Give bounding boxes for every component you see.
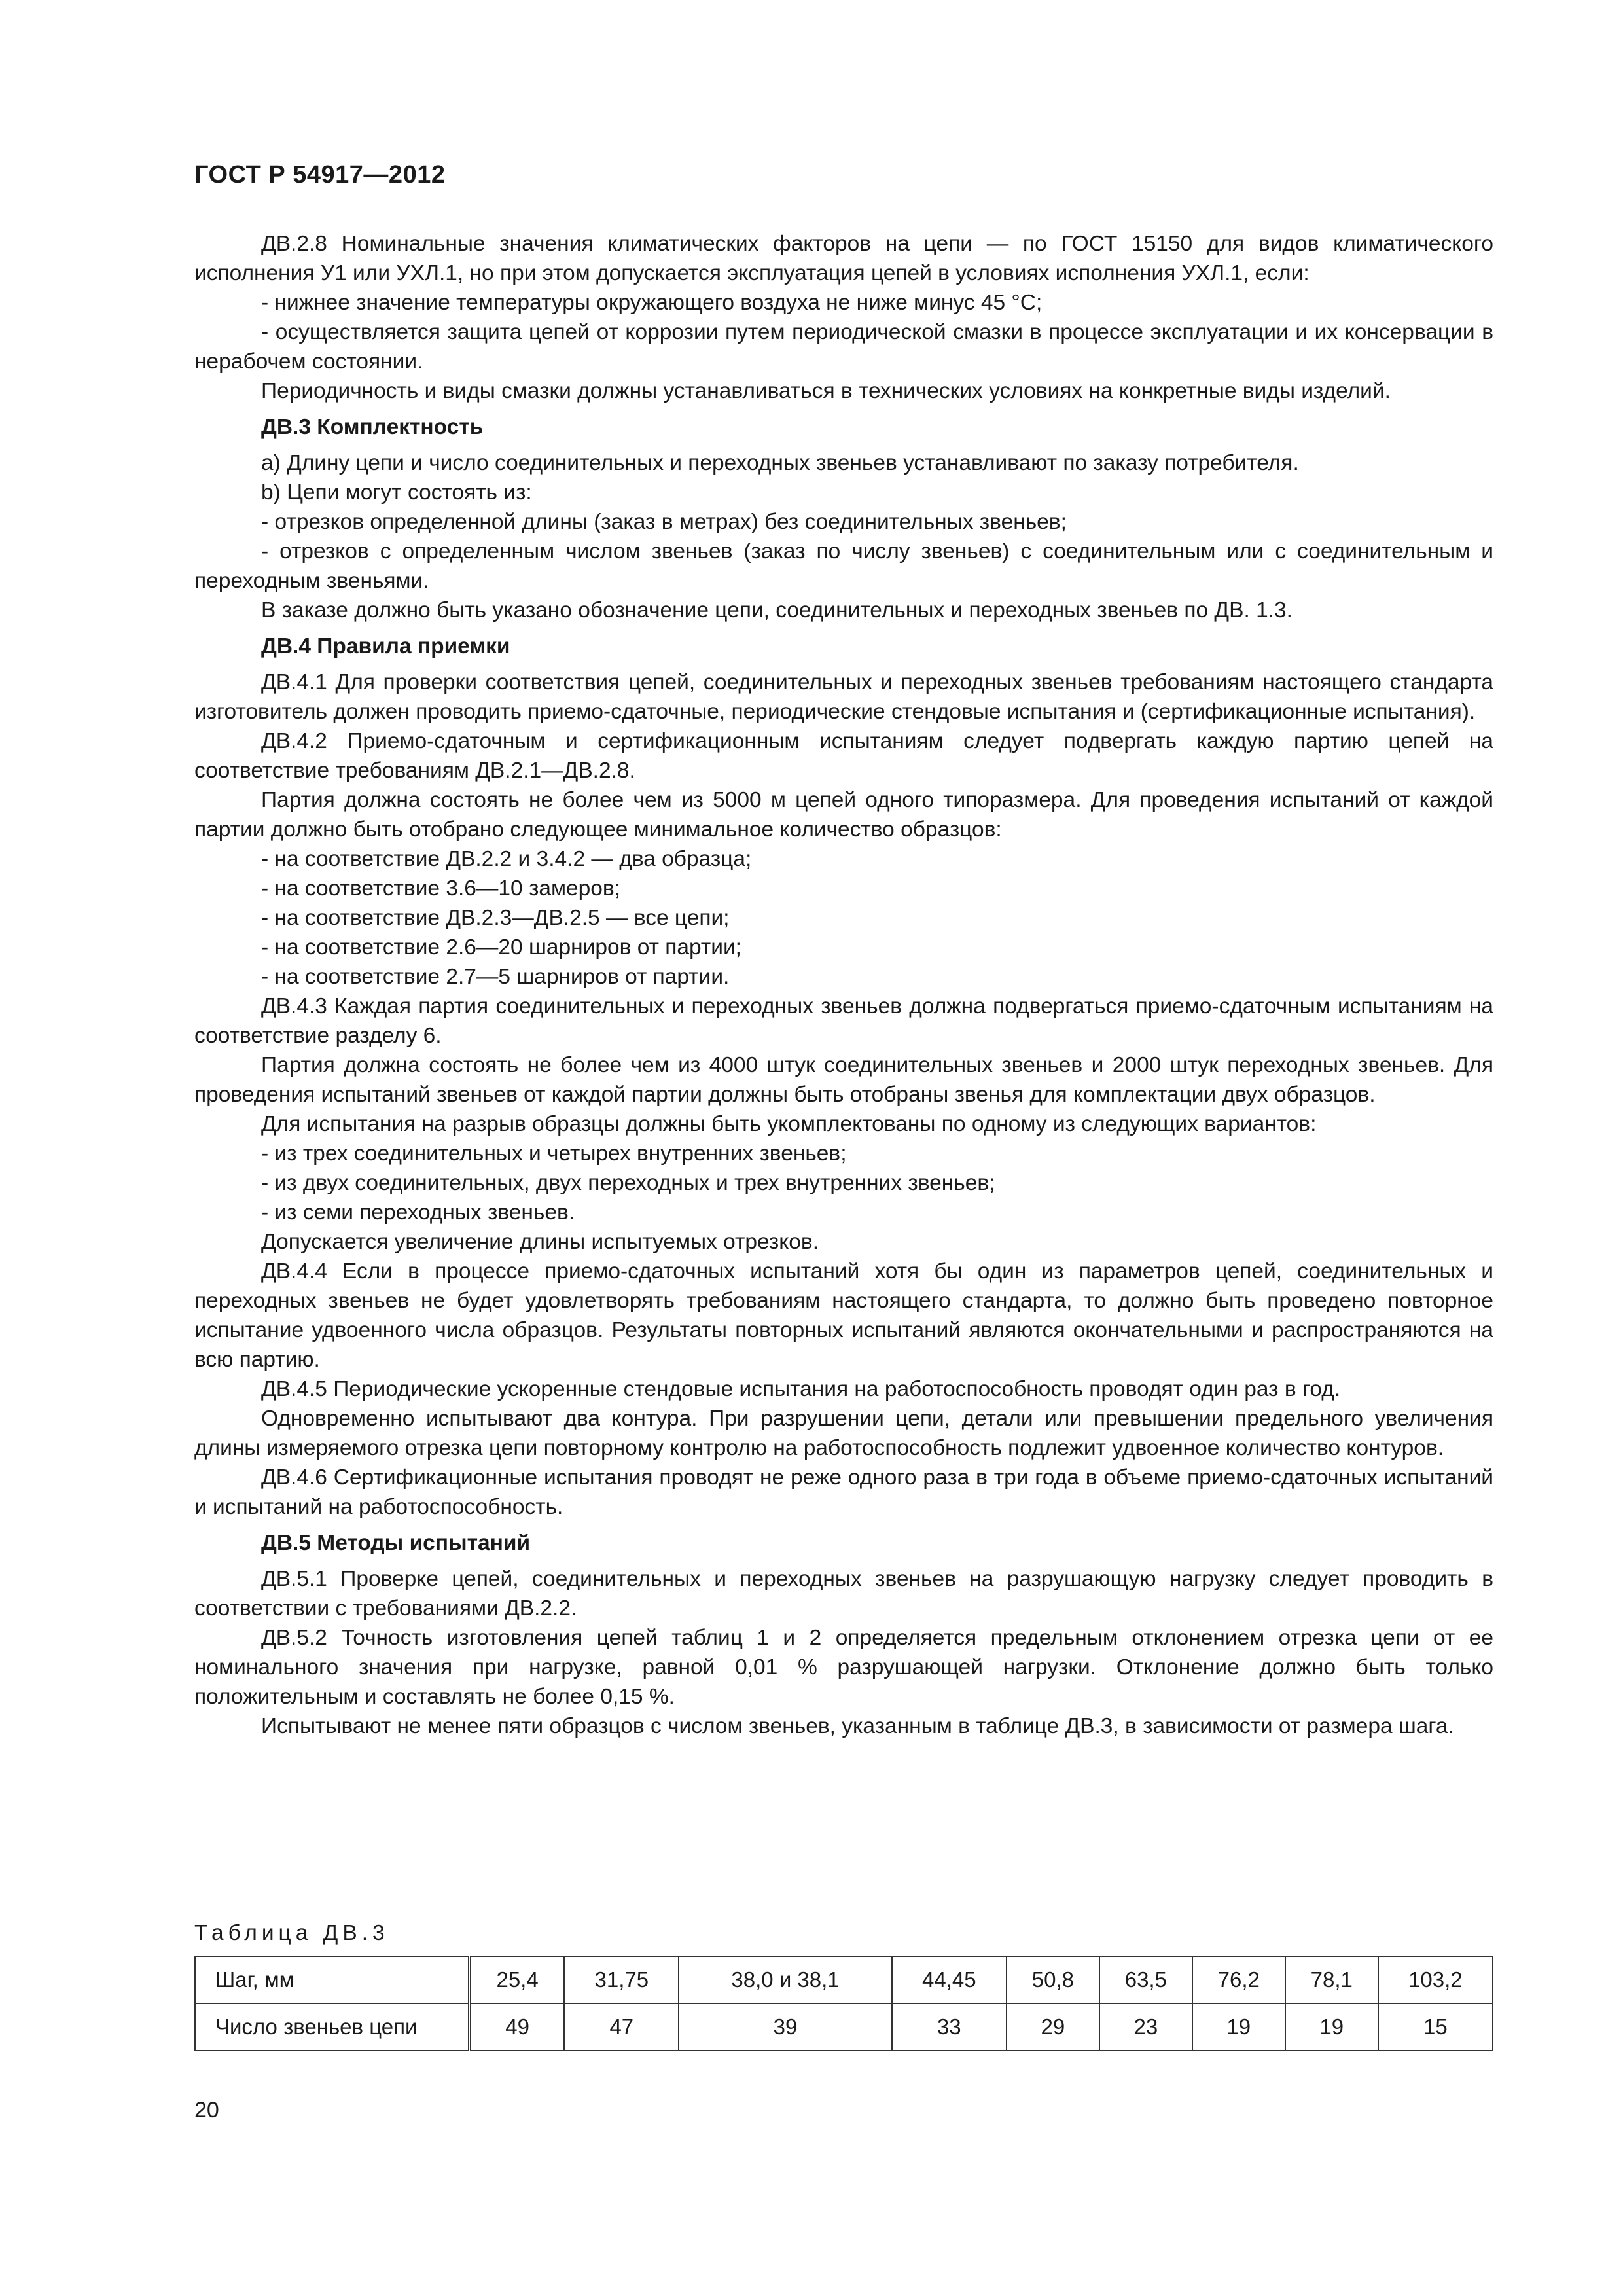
- list-item: - осуществляется защита цепей от коррозии путем периодической смазки в процессе эксплуатации и их консервации в нерабочем состоянии.: [194, 320, 1493, 374]
- paragraph: Допускается увеличение длины испытуемых отрезков.: [261, 1230, 819, 1254]
- table-cell: 29: [1007, 2003, 1099, 2051]
- list-item: b) Цепи могут состоять из:: [261, 480, 532, 505]
- paragraph: Для испытания на разрыв образцы должны быть укомплектованы по одному из следующих вариантов:: [261, 1112, 1317, 1136]
- table-cell: 39: [679, 2003, 891, 2051]
- page-number: 20: [194, 2098, 219, 2123]
- table-row: [195, 2003, 1493, 2051]
- list-item: - из семи переходных звеньев.: [261, 1200, 575, 1225]
- list-item: - на соответствие 2.6—20 шарниров от партии;: [261, 935, 741, 960]
- table-cell: 19: [1192, 2003, 1285, 2051]
- paragraph: Одновременно испытывают два контура. При разрушении цепи, детали или превышении предельного увеличения длины измеряемого отрезка цепи повторному контролю на работоспособность подлежит удвоенное количество контуров.: [194, 1407, 1493, 1460]
- table-row-header: Число звеньев цепи: [195, 2003, 470, 2051]
- list-item: - на соответствие ДВ.2.2 и 3.4.2 — два образца;: [261, 847, 752, 871]
- table-cell: 44,45: [892, 1956, 1007, 2003]
- clause-dv-4-3: ДВ.4.3 Каждая партия соединительных и переходных звеньев должна подвергаться приемо-сдаточным испытаниям на соответствие разделу 6.: [194, 994, 1493, 1048]
- clause-dv-4-2: ДВ.4.2 Приемо-сдаточным и сертификационным испытаниям следует подвергать каждую партию цепей на соответствие требованиям ДВ.2.1—ДВ.2.8.: [194, 729, 1493, 783]
- table-cell: 76,2: [1192, 1956, 1285, 2003]
- clause-dv-4-6: ДВ.4.6 Сертификационные испытания проводят не реже одного раза в три года в объеме приемо-сдаточных испытаний и испытаний на работоспособность.: [194, 1465, 1493, 1519]
- paragraph: Испытывают не менее пяти образцов с числом звеньев, указанным в таблице ДВ.3, в зависимости от размера шага.: [261, 1714, 1454, 1738]
- list-item: - на соответствие 2.7—5 шарниров от партии.: [261, 965, 730, 989]
- document-id-header: ГОСТ Р 54917—2012: [194, 161, 446, 188]
- list-item: - отрезков определенной длины (заказ в метрах) без соединительных звеньев;: [261, 510, 1067, 534]
- paragraph: Периодичность и виды смазки должны устанавливаться в технических условиях на конкретные виды изделий.: [261, 379, 1391, 403]
- list-item: - из трех соединительных и четырех внутренних звеньев;: [261, 1141, 847, 1166]
- paragraph: Партия должна состоять не более чем из 5000 м цепей одного типоразмера. Для проведения испытаний от каждой партии должно быть отобрано следующее минимальное количество образцов:: [194, 788, 1493, 842]
- table-cell: 49: [470, 2003, 565, 2051]
- table-cell: 31,75: [564, 1956, 679, 2003]
- table-cell: 23: [1099, 2003, 1192, 2051]
- table-cell: 38,0 и 38,1: [679, 1956, 891, 2003]
- table-cell: 33: [892, 2003, 1007, 2051]
- table-cell: 15: [1378, 2003, 1493, 2051]
- table-cell: 63,5: [1099, 1956, 1192, 2003]
- table-row: [195, 1956, 1493, 2003]
- list-item: - на соответствие ДВ.2.3—ДВ.2.5 — все цепи;: [261, 906, 730, 930]
- clause-dv-2-8: ДВ.2.8 Номинальные значения климатических факторов на цепи — по ГОСТ 15150 для видов климатического исполнения У1 или УХЛ.1, но при этом допускается эксплуатация цепей в условиях исполнения УХЛ.1, если:: [194, 232, 1493, 285]
- table-cell: 78,1: [1285, 1956, 1378, 2003]
- table-cell: 50,8: [1007, 1956, 1099, 2003]
- document-body: [194, 229, 1493, 1741]
- table-cell: 19: [1285, 2003, 1378, 2051]
- clause-dv-5-2: ДВ.5.2 Точность изготовления цепей таблиц 1 и 2 определяется предельным отклонением отрезка цепи от ее номинального значения при нагрузке, равной 0,01 % разрушающей нагрузки. Отклонение должно быть только положительным и составлять не более 0,15 %.: [194, 1626, 1493, 1709]
- clause-dv-4-5: ДВ.4.5 Периодические ускоренные стендовые испытания на работоспособность проводят один раз в год.: [261, 1377, 1341, 1401]
- list-item: - нижнее значение температуры окружающего воздуха не ниже минус 45 °С;: [261, 291, 1043, 315]
- table-cell: 103,2: [1378, 1956, 1493, 2003]
- list-item: a) Длину цепи и число соединительных и переходных звеньев устанавливают по заказу потребителя.: [261, 451, 1299, 475]
- list-item: - отрезков с определенным числом звеньев (заказ по числу звеньев) с соединительным или с соединительным и переходным звеньями.: [194, 539, 1493, 593]
- list-item: - из двух соединительных, двух переходных и трех внутренних звеньев;: [261, 1171, 995, 1195]
- table-cell: 25,4: [470, 1956, 565, 2003]
- clause-dv-4-1: ДВ.4.1 Для проверки соответствия цепей, соединительных и переходных звеньев требованиям настоящего стандарта изготовитель должен проводить приемо-сдаточные, периодические стендовые испытания и (сертификационные испытания).: [194, 670, 1493, 724]
- clause-dv-5-1: ДВ.5.1 Проверке цепей, соединительных и переходных звеньев на разрушающую нагрузку следует проводить в соответствии с требованиями ДВ.2.2.: [194, 1567, 1493, 1621]
- clause-dv-4-4: ДВ.4.4 Если в процессе приемо-сдаточных испытаний хотя бы один из параметров цепей, соединительных и переходных звеньев не будет удовлетворять требованиям настоящего стандарта, то должно быть проведено повторное испытание удвоенного числа образцов. Результаты повторных испытаний являются окончательными и распространяются на всю партию.: [194, 1259, 1493, 1372]
- section-heading-dv3: ДВ.3 Комплектность: [261, 415, 484, 439]
- data-table: [194, 1956, 1493, 2051]
- table-cell: 47: [564, 2003, 679, 2051]
- table-row-header: Шаг, мм: [195, 1956, 470, 2003]
- paragraph: Партия должна состоять не более чем из 4000 штук соединительных звеньев и 2000 штук переходных звеньев. Для проведения испытаний звеньев от каждой партии должны быть отобраны звенья для комплектации двух образцов.: [194, 1053, 1493, 1107]
- section-heading-dv5: ДВ.5 Методы испытаний: [261, 1531, 531, 1555]
- paragraph: В заказе должно быть указано обозначение цепи, соединительных и переходных звеньев по ДВ. 1.3.: [261, 598, 1293, 622]
- table-caption: Таблица ДВ.3: [194, 1921, 389, 1945]
- list-item: - на соответствие 3.6—10 замеров;: [261, 876, 621, 901]
- section-heading-dv4: ДВ.4 Правила приемки: [261, 634, 510, 658]
